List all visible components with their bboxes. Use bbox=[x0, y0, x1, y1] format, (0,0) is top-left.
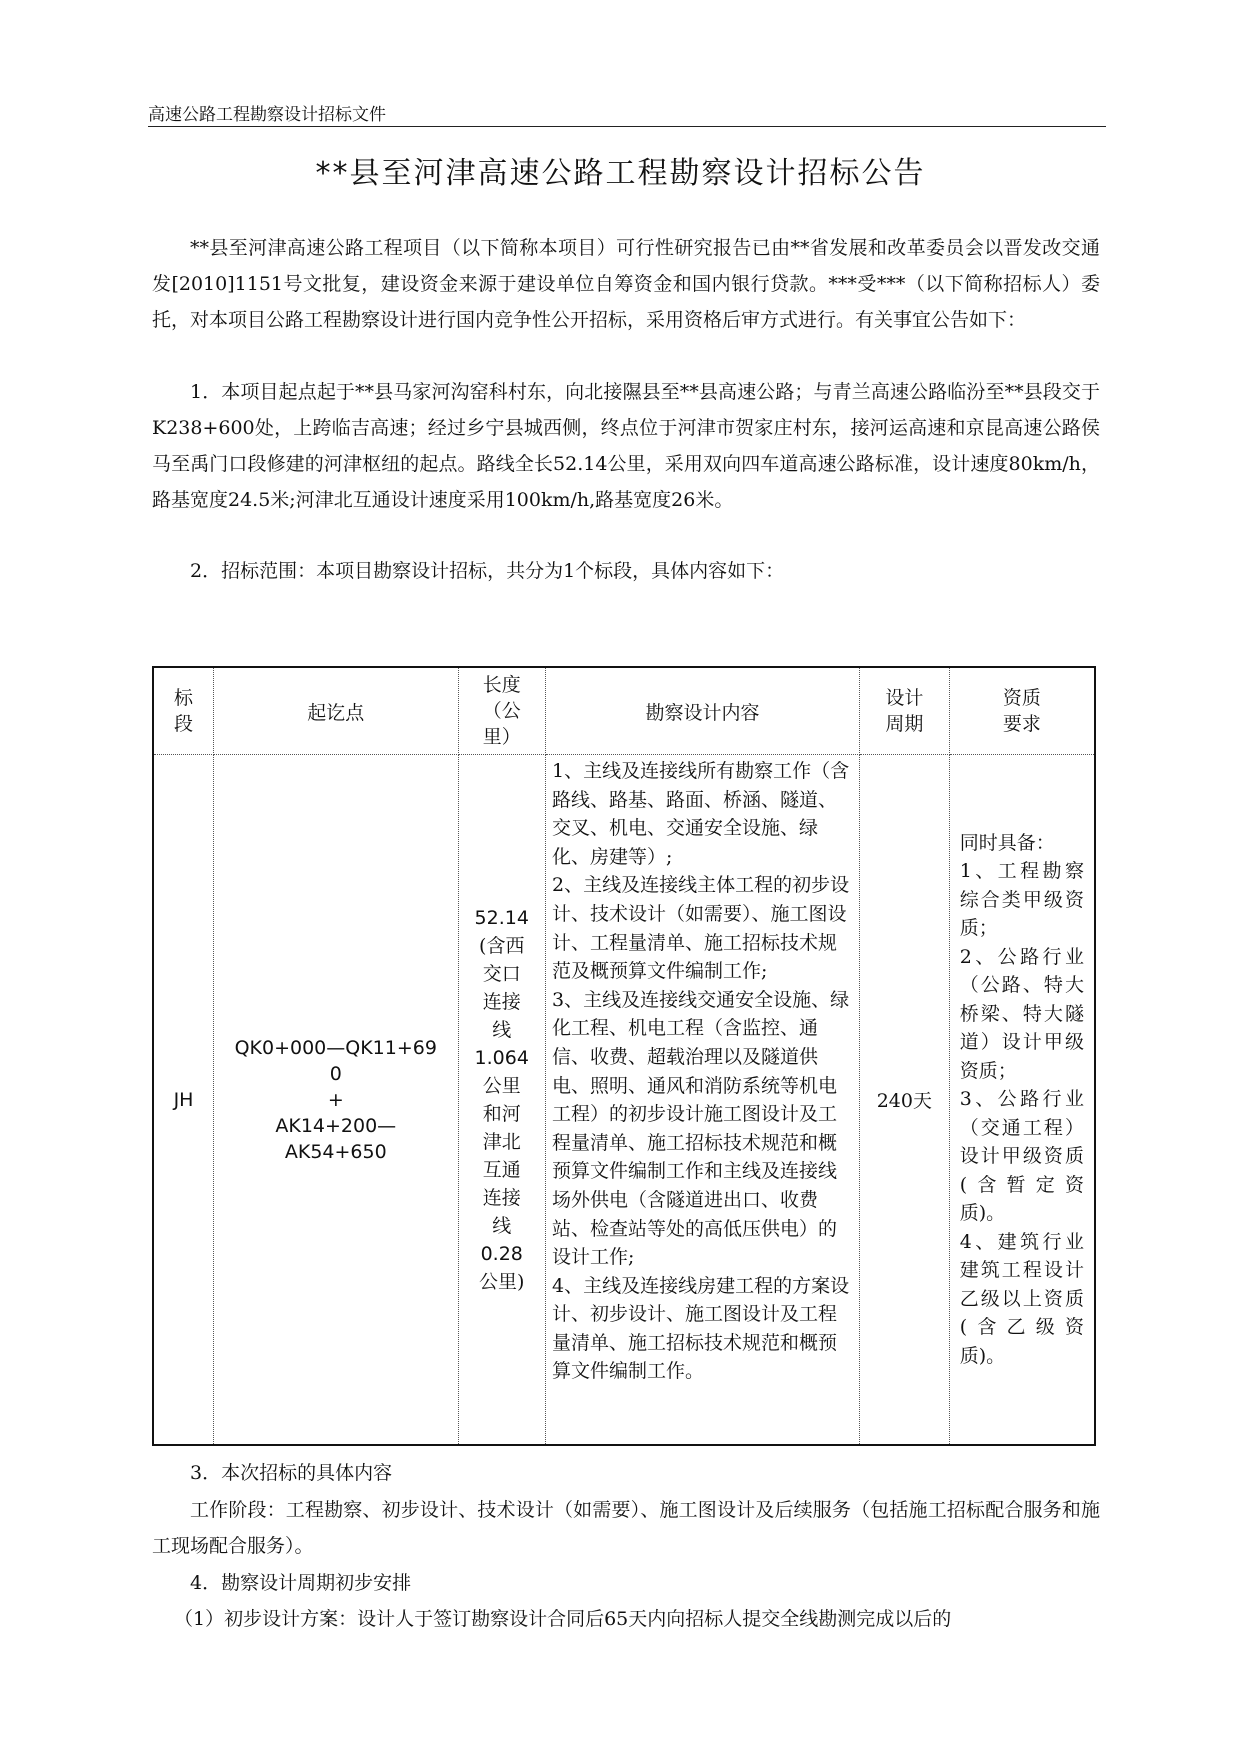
cell-length: 52.14 (含西 交口 连接 线 1.064 公里 和河 津北 互通 连接 线 0.28 公里) bbox=[458, 755, 545, 1446]
item-1-paragraph: 1．本项目起点起于**县马家河沟窑科村东，向北接隰县至**县高速公路；与青兰高速公路临汾至**县段交于K238+600处，上跨临吉高速；经过乡宁县城西侧，终点位于河津市贺家庄村东，接河运高速和京昆高速公路侯马至禹门口段修建的河津枢纽的起点。路线全长52.14公里，采用双向四车道高速公路标准，设计速度80km/h，路基宽度24.5米;河津北互通设计速度采用100km/h,路基宽度26米。 bbox=[152, 381, 1100, 511]
item-3-body: 工作阶段：工程勘察、初步设计、技术设计（如需要）、施工图设计及后续服务（包括施工招标配合服务和施工现场配合服务）。 bbox=[152, 1499, 1100, 1557]
item-4-title: 4．勘察设计周期初步安排 bbox=[190, 1572, 412, 1594]
cell-qualification: 同时具备： 1、工程勘察综合类甲级资质； 2、公路行业（公路、特大桥梁、特大隧道）设计甲级资质； 3、公路行业（交通工程）设计甲级资质(含暂定资质)。 4、建筑行业建筑工程设计乙级以上资质(含乙级资质)。 bbox=[949, 755, 1095, 1446]
item-3-title: 3．本次招标的具体内容 bbox=[190, 1462, 393, 1484]
cell-content bbox=[545, 755, 859, 1446]
cell-period: 240天 bbox=[859, 755, 949, 1446]
content-item: 1、主线及连接线所有勘察工作（含路线、路基、路面、桥涵、隧道、交叉、机电、交通安全设施、绿化、房建等）; bbox=[551, 760, 850, 868]
bid-section-table bbox=[152, 666, 1096, 1446]
item-4-1-paragraph: （1）初步设计方案：设计人于签订勘察设计合同后65天内向招标人提交全线勘测完成以后的 bbox=[174, 1608, 952, 1630]
content-item: 3、主线及连接线交通安全设施、绿化工程、机电工程（含监控、通信、收费、超载治理以及隧道供电、照明、通风和消防系统等机电工程）的初步设计施工图设计及工程量清单、施工招标技术规范和概预算文件编制工作和主线及连接线场外供电（含隧道进出口、收费站、检查站等处的高低压供电）的设计工作; bbox=[551, 988, 850, 1269]
running-header: 高速公路工程勘察设计招标文件 bbox=[148, 105, 386, 125]
header-range: 起讫点 bbox=[214, 667, 458, 755]
content-item: 2、主线及连接线主体工程的初步设计、技术设计（如需要）、施工图设计、工程量清单、施工招标技术规范及概预算文件编制工作; bbox=[551, 874, 850, 983]
content-item: 4、主线及连接线房建工程的方案设计、初步设计、施工图设计及工程量清单、施工招标技术规范和概预算文件编制工作。 bbox=[551, 1274, 850, 1383]
header-period: 设计 周期 bbox=[859, 667, 949, 755]
cell-section: JH bbox=[153, 755, 214, 1446]
header-qualification: 资质 要求 bbox=[949, 667, 1095, 755]
header-length: 长度 （公 里） bbox=[458, 667, 545, 755]
header-divider bbox=[148, 126, 1106, 127]
header-content: 勘察设计内容 bbox=[545, 667, 859, 755]
table-row bbox=[153, 755, 1095, 1446]
header-section: 标 段 bbox=[153, 667, 214, 755]
intro-paragraph: **县至河津高速公路工程项目（以下简称本项目）可行性研究报告已由**省发展和改革委员会以晋发改交通发[2010]1151号文批复，建设资金来源于建设单位自筹资金和国内银行贷款。***受***（以下简称招标人）委托，对本项目公路工程勘察设计进行国内竞争性公开招标，采用资格后审方式进行。有关事宜公告如下： bbox=[152, 237, 1100, 331]
cell-range: QK0+000—QK11+69 0 + AK14+200— AK54+650 bbox=[214, 755, 458, 1446]
page-title: **县至河津高速公路工程勘察设计招标公告 bbox=[315, 156, 926, 191]
table-header-row bbox=[153, 667, 1095, 755]
item-2-paragraph: 2．招标范围：本项目勘察设计招标，共分为1个标段，具体内容如下： bbox=[190, 560, 785, 582]
